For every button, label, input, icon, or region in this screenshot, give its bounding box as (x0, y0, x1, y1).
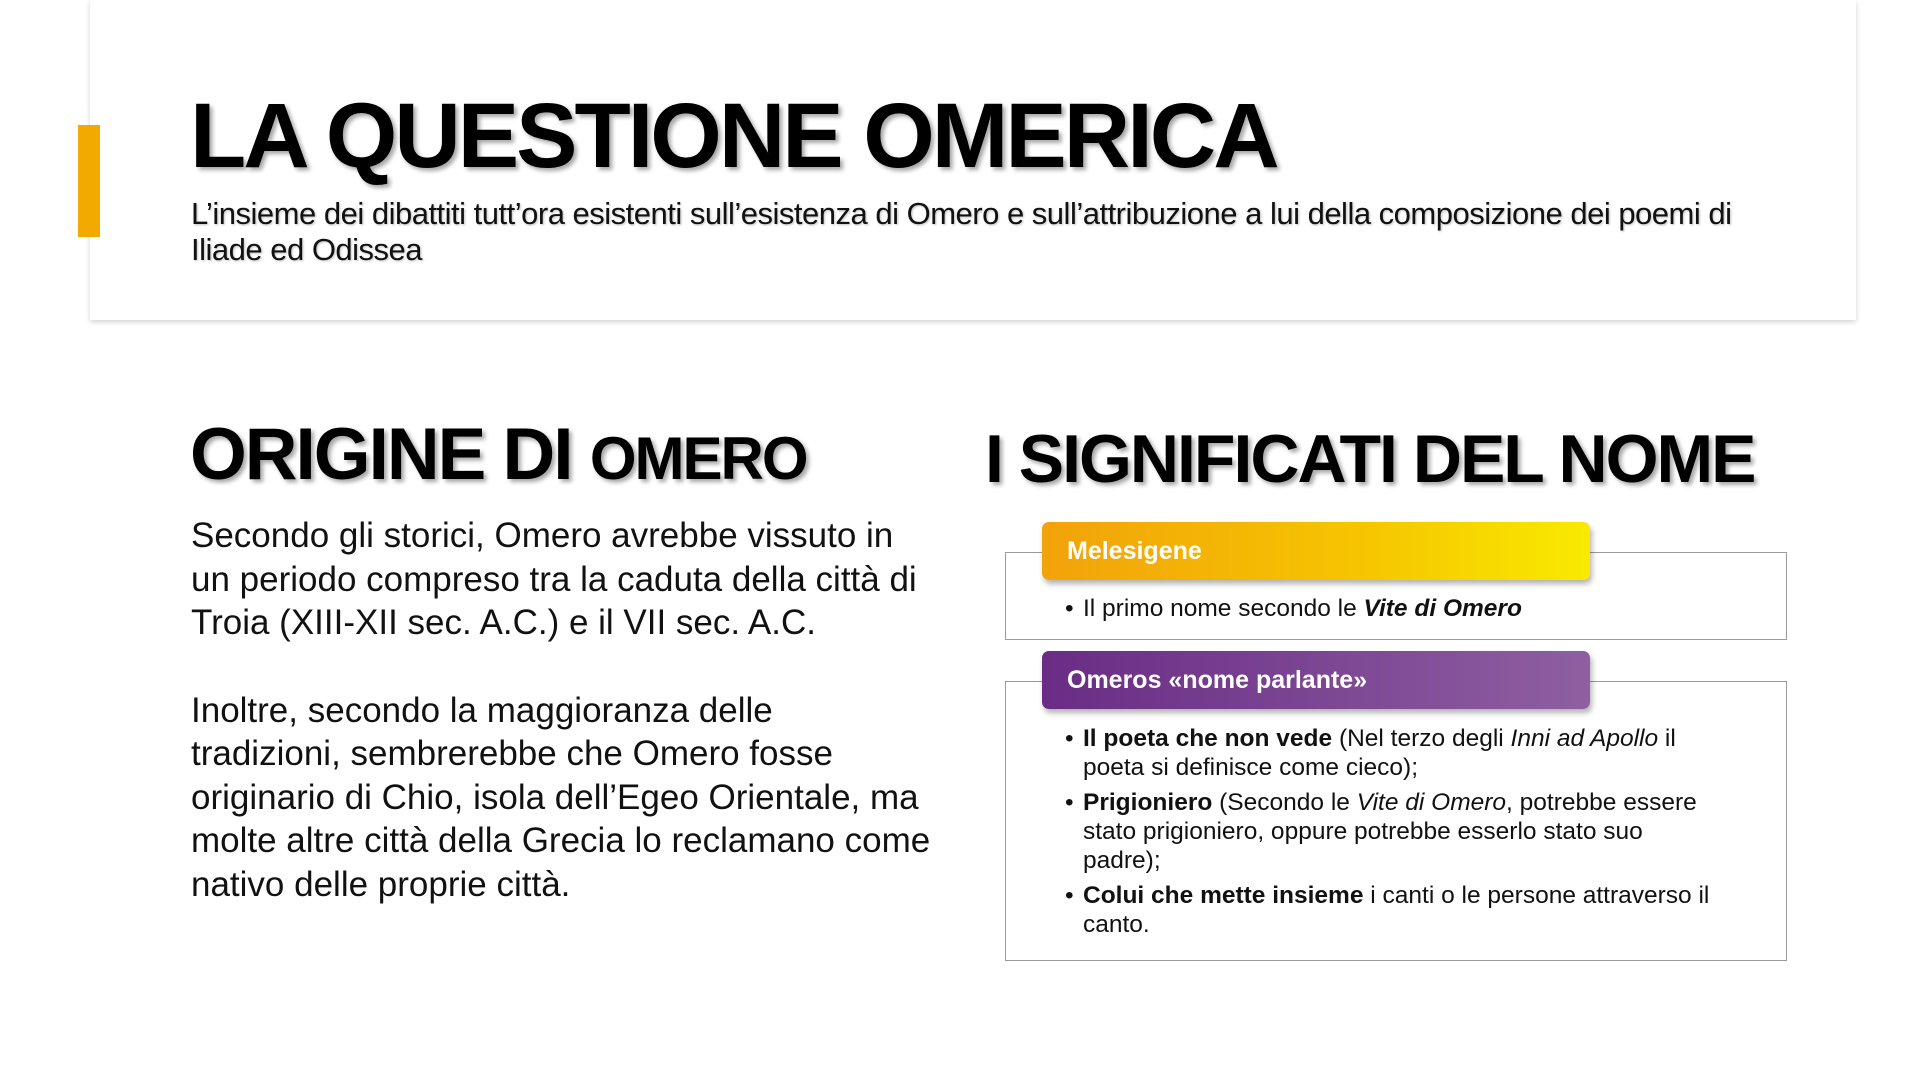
omeros-list (1065, 724, 1725, 939)
item-italic: Vite di Omero (1356, 789, 1507, 816)
item-bold: Colui che mette insieme (1083, 882, 1364, 909)
item-italic: Vite di Omero (1363, 595, 1522, 622)
page-title: LA QUESTIONE OMERICA (190, 85, 1277, 187)
origin-title-part1: ORIGINE DI (190, 414, 590, 495)
omeros-tag: Omeros «nome parlante» (1042, 651, 1590, 709)
item-text: (Nel terzo degli (1332, 725, 1511, 752)
list-item (1065, 881, 1725, 939)
origin-section-title (190, 414, 807, 495)
accent-bar (78, 125, 100, 237)
origin-paragraph-1: Secondo gli storici, Omero avrebbe vissuto in un periodo compreso tra la caduta della città di Troia (XIII-XII sec. A.C.) e il VII sec. A.C. (191, 516, 917, 642)
item-rest: il poeta si definisce come cieco); (1083, 725, 1676, 781)
list-item (1065, 724, 1725, 782)
item-bold: Il poeta che non vede (1083, 725, 1333, 752)
item-italic: Inni ad Apollo (1510, 725, 1659, 752)
item-rest: i canti o le persone attraverso il canto. (1083, 882, 1710, 938)
origin-title-part2: OMERO (589, 425, 807, 492)
origin-body (191, 514, 931, 906)
melesigene-list (1065, 594, 1765, 623)
origin-paragraph-2: Inoltre, secondo la maggioranza delle tradizioni, sembrerebbe che Omero fosse originario di Chio, isola dell’Egeo Orientale, ma molte altre città della Grecia lo reclamano come nativo delle proprie città. (191, 690, 931, 904)
item-bold: Prigioniero (1083, 789, 1213, 816)
item-rest: , potrebbe essere stato prigioniero, oppure potrebbe esserlo stato suo padre); (1083, 789, 1697, 874)
names-section-title: I SIGNIFICATI DEL NOME (985, 421, 1755, 497)
item-text: Il primo nome secondo le (1083, 595, 1364, 622)
page-subtitle: L’insieme dei dibattiti tutt’ora esistenti sull’esistenza di Omero e sull’attribuzione a lui della composizione dei poemi di Iliade ed Odissea (191, 196, 1732, 267)
list-item (1065, 594, 1765, 623)
list-item (1065, 788, 1725, 875)
item-text: (Secondo le (1212, 789, 1357, 816)
melesigene-tag: Melesigene (1042, 522, 1590, 580)
